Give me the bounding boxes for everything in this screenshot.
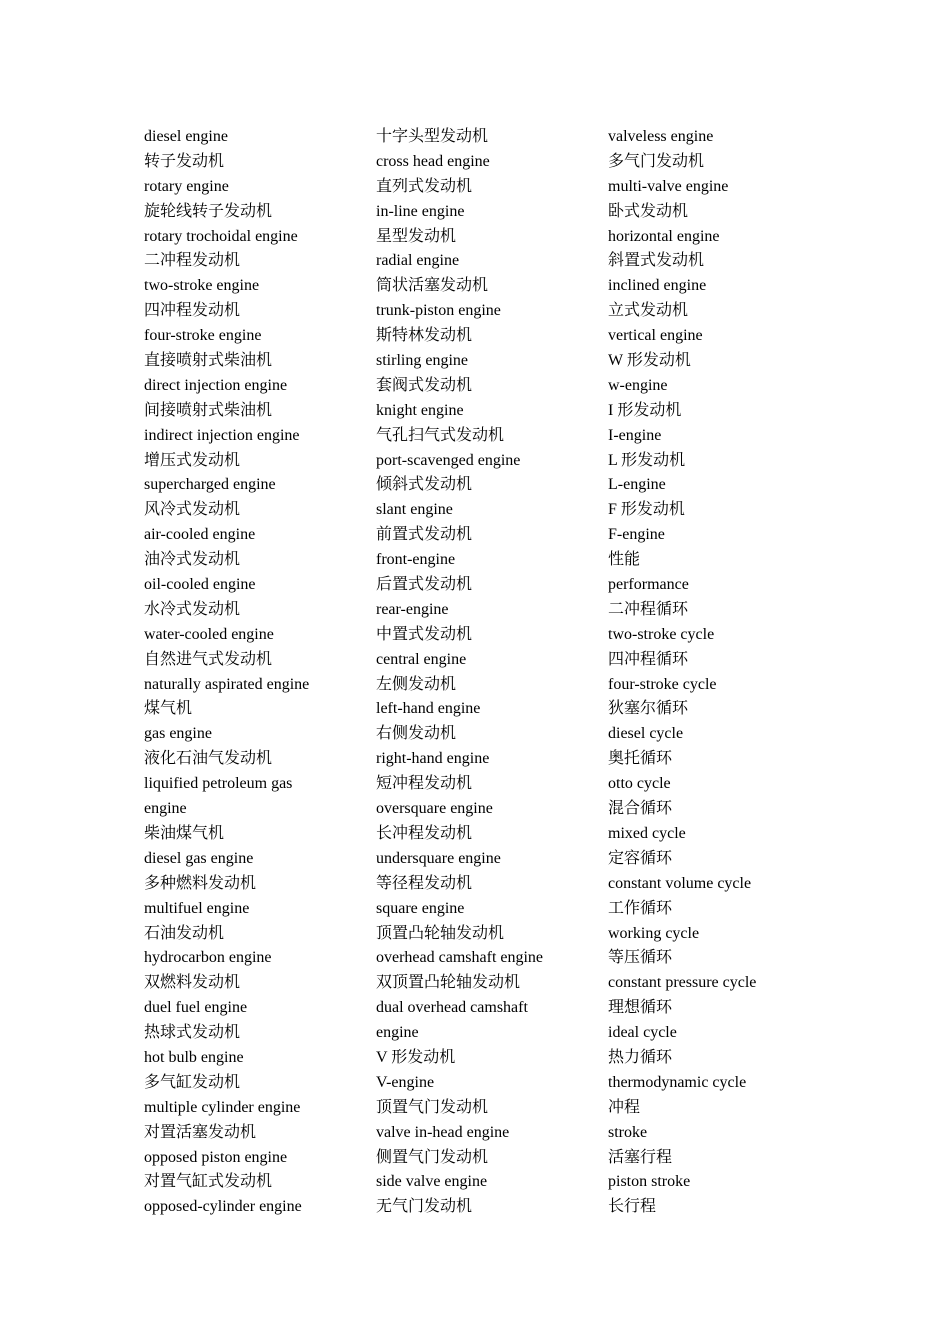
glossary-line: liquified petroleum gas (144, 775, 293, 793)
glossary-line: 长行程 (608, 1198, 657, 1216)
glossary-line: inclined engine (608, 277, 707, 295)
glossary-line: 水冷式发动机 (144, 600, 241, 618)
glossary-line: 双燃料发动机 (144, 974, 241, 992)
glossary-line: 油冷式发动机 (144, 551, 241, 569)
glossary-line: 多气门发动机 (608, 152, 705, 170)
glossary-line: 倾斜式发动机 (376, 476, 473, 494)
glossary-line: front-engine (376, 551, 456, 569)
glossary-line: constant pressure cycle (608, 974, 757, 992)
glossary-line: 性能 (608, 551, 641, 569)
glossary-line: knight engine (376, 401, 464, 419)
glossary-line: piston stroke (608, 1173, 691, 1191)
glossary-line: 工作循环 (608, 899, 673, 917)
glossary-line: dual overhead camshaft (376, 999, 528, 1017)
glossary-line: radial engine (376, 252, 460, 270)
glossary-line: performance (608, 576, 689, 594)
glossary-line: 增压式发动机 (144, 451, 241, 469)
glossary-line: 套阀式发动机 (376, 376, 473, 394)
glossary-line: diesel cycle (608, 725, 684, 743)
glossary-line: 左侧发动机 (376, 675, 457, 693)
glossary-line: 旋轮线转子发动机 (144, 202, 273, 220)
glossary-line: right-hand engine (376, 750, 490, 768)
glossary-line: 奥托循环 (608, 750, 673, 768)
glossary-line: four-stroke cycle (608, 675, 717, 693)
glossary-line: hydrocarbon engine (144, 949, 272, 967)
glossary-line: 转子发动机 (144, 152, 225, 170)
glossary-line: indirect injection engine (144, 426, 300, 444)
glossary-line: 煤气机 (144, 700, 193, 718)
glossary-line: undersquare engine (376, 849, 501, 867)
glossary-line: 冲程 (608, 1098, 641, 1116)
glossary-line: working cycle (608, 924, 700, 942)
glossary-line: stirling engine (376, 352, 468, 370)
glossary-line: W 形发动机 (608, 352, 691, 370)
glossary-line: 多气缸发动机 (144, 1073, 241, 1091)
glossary-line: 卧式发动机 (608, 202, 689, 220)
glossary-line: opposed piston engine (144, 1148, 288, 1166)
glossary-line: four-stroke engine (144, 327, 262, 345)
glossary-line: V 形发动机 (376, 1048, 456, 1066)
glossary-line: multifuel engine (144, 899, 250, 917)
glossary-line: 中置式发动机 (376, 625, 473, 643)
glossary-line: 筒状活塞发动机 (376, 277, 489, 295)
glossary-line: 定容循环 (608, 849, 673, 867)
glossary-line: stroke (608, 1123, 648, 1141)
glossary-line: engine (376, 1024, 419, 1042)
glossary-line: duel fuel engine (144, 999, 248, 1017)
glossary-line: 等压循环 (608, 949, 673, 967)
glossary-line: water-cooled engine (144, 625, 274, 643)
glossary-line: 星型发动机 (376, 227, 457, 245)
glossary-line: I-engine (608, 426, 662, 444)
glossary-line: 对置活塞发动机 (144, 1123, 257, 1141)
glossary-line: 气孔扫气式发动机 (376, 426, 505, 444)
glossary-line: 对置气缸式发动机 (144, 1173, 273, 1191)
glossary-line: 无气门发动机 (376, 1198, 473, 1216)
glossary-line: naturally aspirated engine (144, 675, 310, 693)
glossary-line: oil-cooled engine (144, 576, 256, 594)
glossary-line: F 形发动机 (608, 501, 685, 519)
glossary-line: supercharged engine (144, 476, 276, 494)
glossary-line: 理想循环 (608, 999, 673, 1017)
glossary-line: constant volume cycle (608, 874, 752, 892)
glossary-line: F-engine (608, 526, 665, 544)
glossary-line: 斜置式发动机 (608, 252, 705, 270)
glossary-line: port-scavenged engine (376, 451, 521, 469)
glossary-line: 顶置凸轮轴发动机 (376, 924, 505, 942)
glossary-line: slant engine (376, 501, 453, 519)
glossary-line: horizontal engine (608, 227, 720, 245)
glossary-line: 直列式发动机 (376, 177, 473, 195)
glossary-line: 前置式发动机 (376, 526, 473, 544)
glossary-line: V-engine (376, 1073, 435, 1091)
glossary-line: thermodynamic cycle (608, 1073, 747, 1091)
glossary-line: rotary trochoidal engine (144, 227, 298, 245)
glossary-line: 柴油煤气机 (144, 824, 225, 842)
glossary-line: 十字头型发动机 (376, 128, 489, 145)
glossary-line: 多种燃料发动机 (144, 874, 257, 892)
glossary-column-1 (144, 125, 364, 1220)
glossary-line: multiple cylinder engine (144, 1098, 301, 1116)
glossary-line: central engine (376, 650, 467, 668)
glossary-line: diesel engine (144, 128, 228, 145)
glossary-line: valveless engine (608, 128, 714, 145)
glossary-line: 风冷式发动机 (144, 501, 241, 519)
glossary-line: 短冲程发动机 (376, 775, 473, 793)
glossary-line: cross head engine (376, 152, 490, 170)
glossary-line: engine (144, 800, 187, 818)
glossary-line: 二冲程发动机 (144, 252, 241, 270)
glossary-line: 右侧发动机 (376, 725, 457, 743)
glossary-line: 立式发动机 (608, 302, 689, 320)
glossary-line: L-engine (608, 476, 666, 494)
glossary-line: rear-engine (376, 600, 449, 618)
glossary-line: direct injection engine (144, 376, 288, 394)
glossary-line: 等径程发动机 (376, 874, 473, 892)
glossary-line: diesel gas engine (144, 849, 254, 867)
glossary-line: ideal cycle (608, 1024, 677, 1042)
glossary-line: 液化石油气发动机 (144, 750, 273, 768)
glossary-line: left-hand engine (376, 700, 481, 718)
glossary-line: two-stroke engine (144, 277, 260, 295)
glossary-line: 狄塞尔循环 (608, 700, 689, 718)
glossary-line: mixed cycle (608, 824, 686, 842)
glossary-line: air-cooled engine (144, 526, 256, 544)
glossary-line: trunk-piston engine (376, 302, 501, 320)
glossary-column-3 (608, 125, 828, 1220)
glossary-line: L 形发动机 (608, 451, 686, 469)
glossary-line: multi-valve engine (608, 177, 729, 195)
glossary-line: 直接喷射式柴油机 (144, 352, 273, 370)
glossary-line: 侧置气门发动机 (376, 1148, 489, 1166)
glossary-line: vertical engine (608, 327, 703, 345)
glossary-line: 四冲程发动机 (144, 302, 241, 320)
glossary-line: gas engine (144, 725, 212, 743)
glossary-line: 双顶置凸轮轴发动机 (376, 974, 521, 992)
glossary-line: side valve engine (376, 1173, 488, 1191)
glossary-line: 热球式发动机 (144, 1024, 241, 1042)
glossary-line: square engine (376, 899, 465, 917)
glossary-line: valve in-head engine (376, 1123, 510, 1141)
glossary-line: hot bulb engine (144, 1048, 244, 1066)
glossary-line: rotary engine (144, 177, 229, 195)
glossary-line: two-stroke cycle (608, 625, 715, 643)
glossary-line: in-line engine (376, 202, 465, 220)
glossary-line: opposed-cylinder engine (144, 1198, 302, 1216)
glossary-line: overhead camshaft engine (376, 949, 544, 967)
glossary-line: 二冲程循环 (608, 600, 689, 618)
glossary-line: 石油发动机 (144, 924, 225, 942)
glossary-line: 顶置气门发动机 (376, 1098, 489, 1116)
glossary-line: w-engine (608, 376, 668, 394)
glossary-line: 混合循环 (608, 800, 673, 818)
glossary-column-2 (376, 125, 596, 1220)
glossary-line: 活塞行程 (608, 1148, 673, 1166)
glossary-line: otto cycle (608, 775, 671, 793)
glossary-line: 热力循环 (608, 1048, 673, 1066)
glossary-line: 斯特林发动机 (376, 327, 473, 345)
glossary-line: I 形发动机 (608, 401, 682, 419)
glossary-line: 自然进气式发动机 (144, 650, 273, 668)
glossary-line: oversquare engine (376, 800, 493, 818)
glossary-line: 间接喷射式柴油机 (144, 401, 273, 419)
glossary-line: 长冲程发动机 (376, 824, 473, 842)
glossary-line: 后置式发动机 (376, 576, 473, 594)
glossary-line: 四冲程循环 (608, 650, 689, 668)
